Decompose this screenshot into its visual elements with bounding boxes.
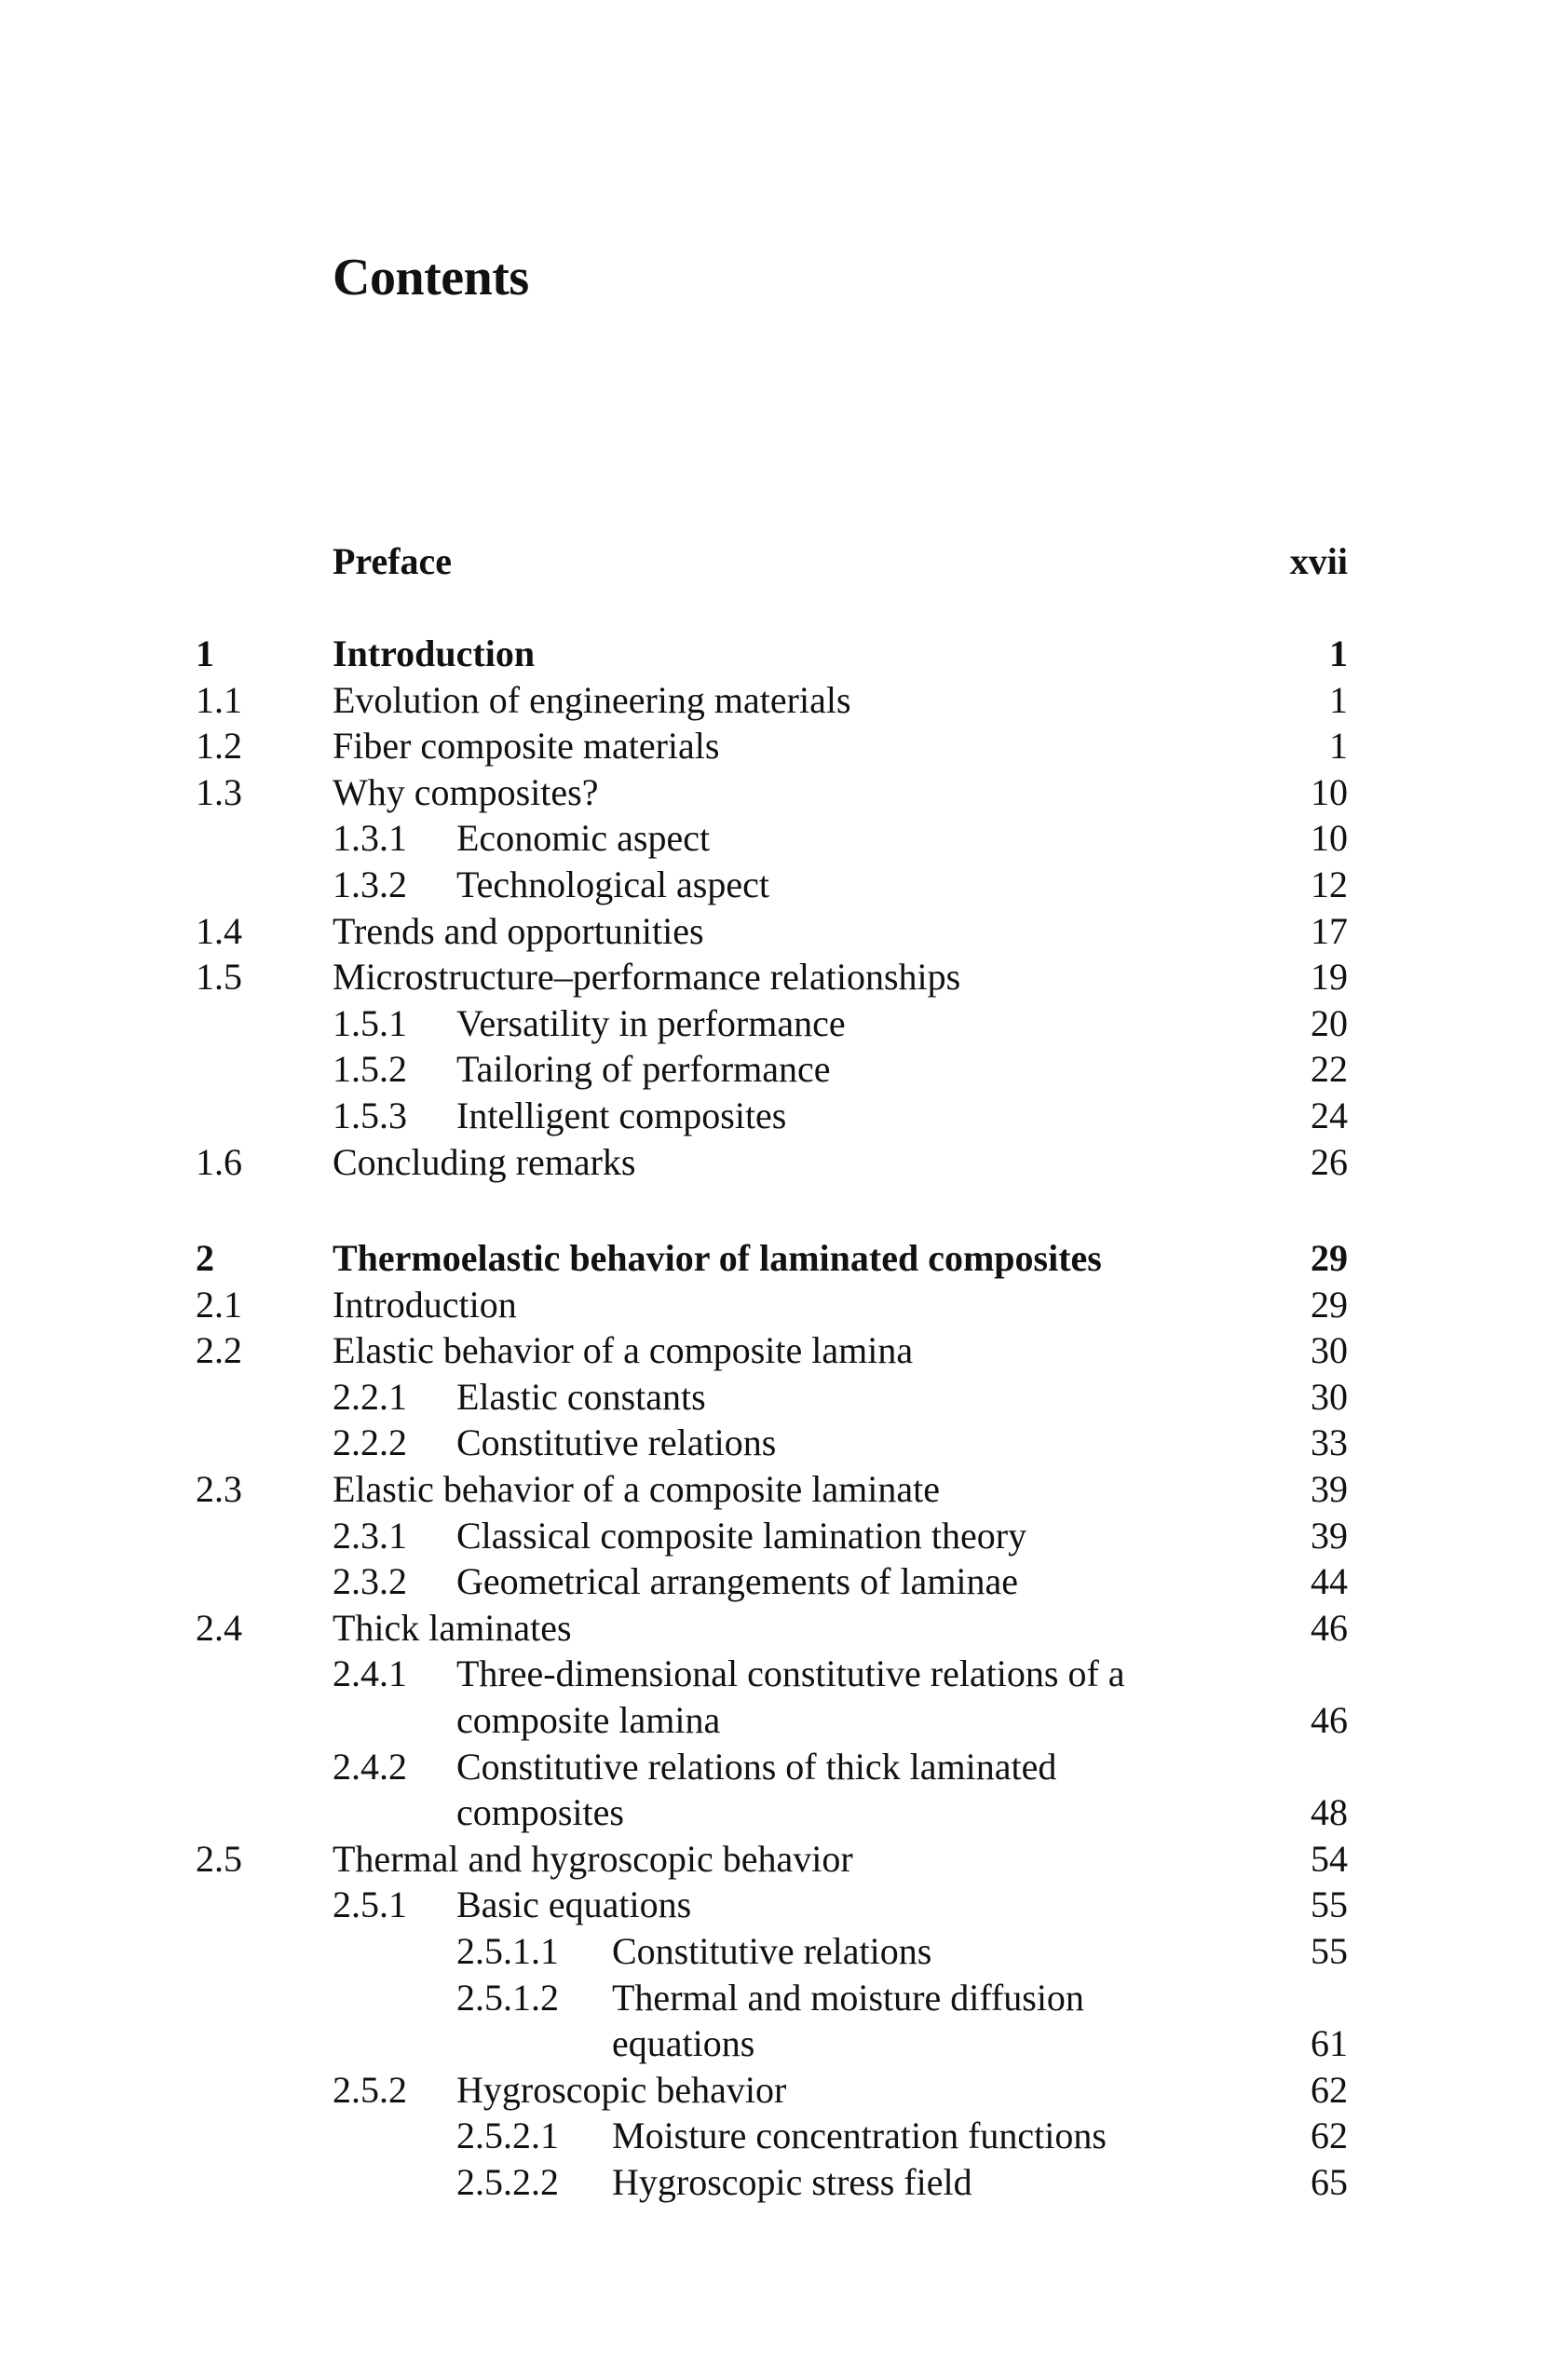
entry-title: composite lamina: [456, 1699, 721, 1741]
page-number: 61: [1311, 2022, 1348, 2065]
toc-entry: [0, 1282, 1348, 1328]
toc-entry: [0, 723, 1348, 769]
entry-title: Elastic behavior of a composite lamina: [333, 1329, 914, 1372]
toc-entry: [0, 2067, 1348, 2114]
subsection-number: 1.3.1: [333, 817, 407, 860]
entry-title: equations: [612, 2022, 755, 2065]
entry-title: Intelligent composites: [456, 1095, 787, 1136]
toc-entry: [0, 862, 1348, 908]
entry-title: Fiber composite materials: [333, 725, 720, 768]
subsection-number: 2.2.1: [333, 1375, 407, 1418]
subsection-number: 2.5.2.1: [456, 2115, 559, 2157]
page-number: 26: [1311, 1140, 1348, 1183]
page-number: 10: [1311, 817, 1348, 860]
page-number: 46: [1311, 1699, 1348, 1741]
page-number: 62: [1311, 2115, 1348, 2157]
toc-entry: [0, 1975, 1348, 2021]
entry-title: Concluding remarks: [333, 1140, 636, 1183]
entry-title: Versatility in performance: [456, 1001, 846, 1044]
page-number: 29: [1311, 1237, 1348, 1279]
page-number: 20: [1311, 1001, 1348, 1044]
entry-title: Moisture concentration functions: [612, 2115, 1107, 2157]
toc-entry: [0, 1466, 1348, 1513]
toc-entry: [0, 2020, 1348, 2067]
entry-title: Why composites?: [333, 770, 599, 813]
section-number: 1.2: [196, 725, 242, 768]
entry-title: Introduction: [333, 1283, 517, 1326]
toc-entry: [0, 1558, 1348, 1605]
section-number: 1.6: [196, 1140, 242, 1183]
section-number: 1: [196, 632, 214, 674]
section-number: 2.1: [196, 1283, 242, 1326]
entry-title: Thermoelastic behavior of laminated composites: [333, 1237, 1102, 1279]
entry-title: Introduction: [333, 632, 536, 674]
entry-title: Classical composite lamination theory: [456, 1514, 1027, 1557]
entry-title: Preface: [333, 540, 453, 582]
entry-title: Technological aspect: [456, 864, 769, 905]
entry-title: Constitutive relations: [612, 1930, 932, 1972]
entry-title: Thermal and moisture diffusion: [612, 1976, 1084, 2019]
toc-entry: [0, 1327, 1348, 1374]
page-number: xvii: [1289, 540, 1348, 582]
entry-title: composites: [456, 1791, 624, 1834]
subsection-number: 2.2.2: [333, 1421, 407, 1464]
page-number: 1: [1329, 725, 1348, 768]
entry-title: Hygroscopic stress field: [612, 2161, 972, 2203]
subsection-number: 2.5.1.2: [456, 1976, 559, 2019]
toc-entry: [0, 908, 1348, 955]
toc-entry: [0, 1928, 1348, 1975]
page-number: 10: [1311, 770, 1348, 813]
entry-title: Three-dimensional constitutive relations of a: [456, 1652, 1125, 1695]
page-number: 30: [1311, 1329, 1348, 1372]
toc-entry: [0, 1235, 1348, 1282]
page-number: 46: [1311, 1606, 1348, 1649]
section-number: 1.4: [196, 909, 242, 952]
section-number: 2.3: [196, 1468, 242, 1510]
toc-entry: [0, 1744, 1348, 1790]
entry-title: Tailoring of performance: [456, 1048, 831, 1091]
page-number: 39: [1311, 1468, 1348, 1510]
toc-entry: [0, 1882, 1348, 1928]
toc-entry: [0, 677, 1348, 724]
page-number: 12: [1311, 864, 1348, 905]
toc-entry: [0, 2113, 1348, 2159]
page-number: 65: [1311, 2161, 1348, 2203]
section-number: 2: [196, 1237, 214, 1279]
section-number: 2.4: [196, 1606, 242, 1649]
entry-title: Thermal and hygroscopic behavior: [333, 1837, 853, 1880]
toc-entry: [0, 538, 1348, 585]
page-number: 24: [1311, 1095, 1348, 1136]
page-number: 54: [1311, 1837, 1348, 1880]
page-number: 55: [1311, 1930, 1348, 1972]
subsection-number: 1.3.2: [333, 864, 407, 905]
toc-entry: [0, 769, 1348, 816]
entry-title: Economic aspect: [456, 817, 711, 860]
subsection-number: 2.5.1.1: [456, 1930, 559, 1972]
toc-entry: [0, 1139, 1348, 1186]
section-number: 2.2: [196, 1329, 242, 1372]
page-number: 48: [1311, 1791, 1348, 1834]
toc-entry: [0, 2159, 1348, 2206]
toc-entry: [0, 815, 1348, 862]
toc-entry: [0, 631, 1348, 677]
toc-entry: [0, 1651, 1348, 1697]
section-number: 1.1: [196, 678, 242, 721]
entry-title: Thick laminates: [333, 1606, 572, 1649]
toc-entry: [0, 1000, 1348, 1047]
toc-entry: [0, 1093, 1348, 1139]
page-number: 1: [1329, 678, 1348, 721]
toc-entry: [0, 954, 1348, 1000]
toc-entry: [0, 1420, 1348, 1466]
subsection-number: 1.5.3: [333, 1095, 407, 1136]
page-number: 33: [1311, 1421, 1348, 1464]
entry-title: Elastic constants: [456, 1375, 706, 1418]
page-number: 44: [1311, 1560, 1348, 1603]
page-number: 55: [1311, 1884, 1348, 1926]
page-number: 17: [1311, 909, 1348, 952]
subsection-number: 2.4.1: [333, 1652, 407, 1695]
entry-title: Microstructure–performance relationships: [333, 956, 961, 999]
entry-title: Geometrical arrangements of laminae: [456, 1560, 1019, 1603]
toc-entry: [0, 1046, 1348, 1093]
page-number: 1: [1329, 632, 1348, 674]
subsection-number: 2.3.1: [333, 1514, 407, 1557]
page-number: 29: [1311, 1283, 1348, 1326]
entry-title: Constitutive relations of thick laminated: [456, 1745, 1057, 1788]
entry-title: Trends and opportunities: [333, 909, 704, 952]
subsection-number: 2.4.2: [333, 1745, 407, 1788]
toc-entry: [0, 1374, 1348, 1421]
page-number: 39: [1311, 1514, 1348, 1557]
subsection-number: 1.5.1: [333, 1001, 407, 1044]
entry-title: Basic equations: [456, 1884, 692, 1926]
toc-entry: [0, 1789, 1348, 1836]
entry-title: Evolution of engineering materials: [333, 678, 851, 721]
toc-entry: [0, 1697, 1348, 1744]
subsection-number: 2.3.2: [333, 1560, 407, 1603]
entry-title: Constitutive relations: [456, 1421, 777, 1464]
page-title: Contents: [333, 249, 529, 306]
page-number: 30: [1311, 1375, 1348, 1418]
toc-entry: [0, 1513, 1348, 1559]
section-number: 2.5: [196, 1837, 242, 1880]
page-number: 62: [1311, 2068, 1348, 2111]
entry-title: Elastic behavior of a composite laminate: [333, 1468, 940, 1510]
subsection-number: 2.5.2: [333, 2068, 407, 2111]
toc-entry: [0, 1605, 1348, 1652]
entry-title: Hygroscopic behavior: [456, 2068, 787, 2111]
subsection-number: 2.5.1: [333, 1884, 407, 1926]
page-number: 22: [1311, 1048, 1348, 1091]
section-number: 1.3: [196, 770, 242, 813]
section-number: 1.5: [196, 956, 242, 999]
page-number: 19: [1311, 956, 1348, 999]
subsection-number: 2.5.2.2: [456, 2161, 559, 2203]
subsection-number: 1.5.2: [333, 1048, 407, 1091]
toc-entry: [0, 1836, 1348, 1883]
